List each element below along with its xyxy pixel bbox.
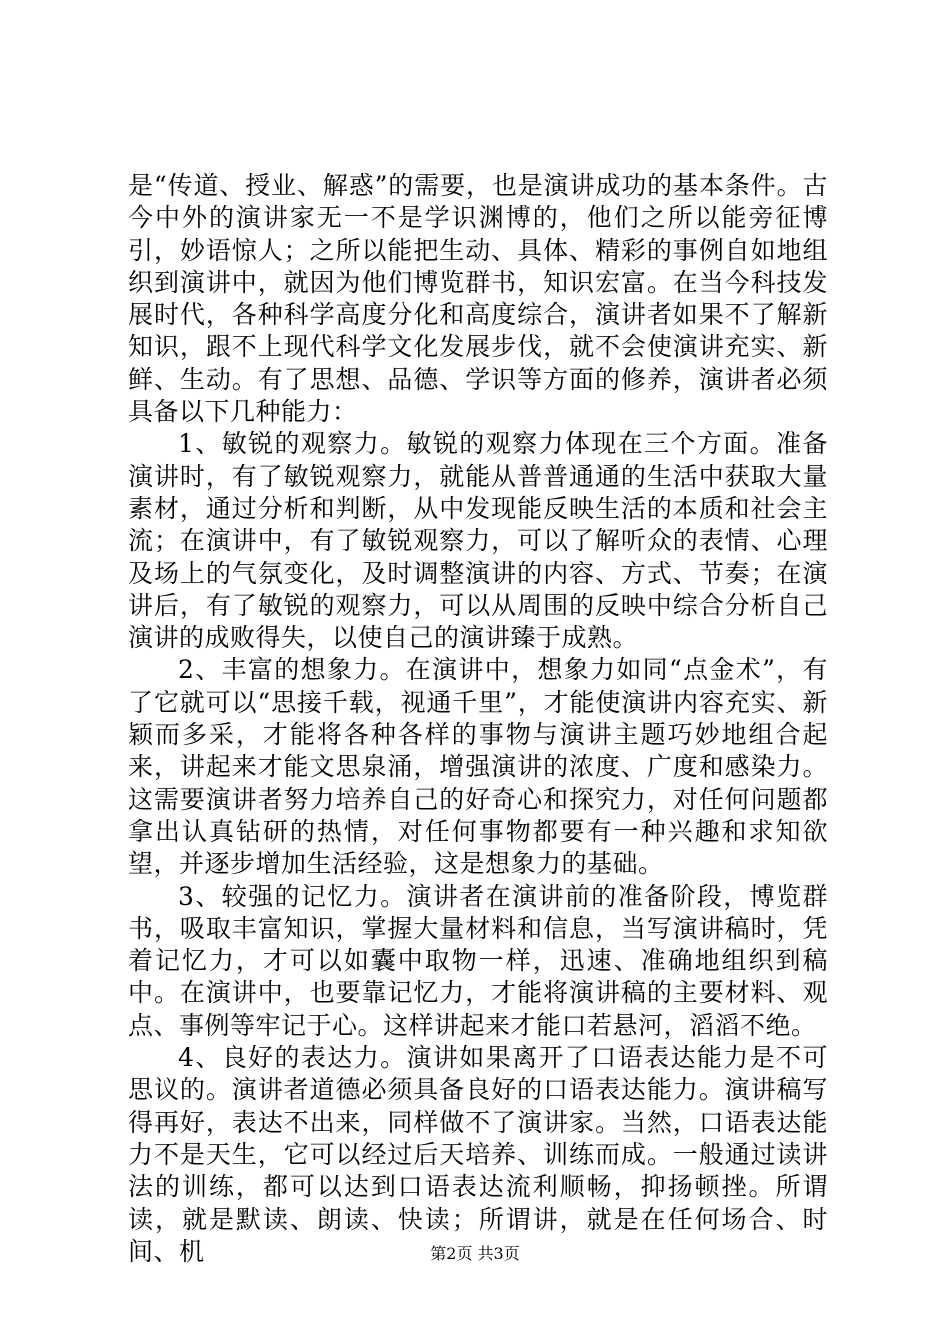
paragraph-expression: 4、良好的表达力。演讲如果离开了口语表达能力是不可思议的。演讲者道德必须具备良好的口语表达能力。演讲稿写得再好，表达不出来，同样做不了演讲家。当然，口语表达能力不是天生，它可以经过后天培养、训练而成。一般通过读讲法的训练，都可以达到口语表达流利顺畅，抑扬顿挫。所谓读，就是默读、朗读、快读；所谓讲，就是在任何场合、时间、机 (128, 1043, 828, 1266)
page-number-footer: 第2页 共3页 (430, 1244, 520, 1263)
paragraph-intro: 是“传道、授业、解惑”的需要，也是演讲成功的基本条件。古今中外的演讲家无一不是学识渊博的，他们之所以能旁征博引，妙语惊人；之所以能把生动、具体、精彩的事例自如地组织到演讲中，就因为他们博览群书，知识宏富。在当今科技发展时代，各种科学高度分化和高度综合，演讲者如果不了解新知识，跟不上现代科学文化发展步伐，就不会使演讲充实、新鲜、生动。有了思想、品德、学识等方面的修养，演讲者必须具备以下几种能力： (128, 171, 828, 427)
paragraph-imagination: 2、丰富的想象力。在演讲中，想象力如同“点金术”，有了它就可以“思接千载，视通千里”，才能使演讲内容充实、新颖而多采，才能将各种各样的事物与演讲主题巧妙地组合起来，讲起来才能文思泉涌，增强演讲的浓度、广度和感染力。这需要演讲者努力培养自己的好奇心和探究力，对任何问题都拿出认真钻研的热情，对任何事物都要有一种兴趣和求知欲望，并逐步增加生活经验，这是想象力的基础。 (128, 655, 828, 879)
paragraph-observation: 1、敏锐的观察力。敏锐的观察力体现在三个方面。准备演讲时，有了敏锐观察力，就能从普普通通的生活中获取大量素材，通过分析和判断，从中发现能反映生活的本质和社会主流；在演讲中，有了敏锐观察力，可以了解听众的表情、心理及场上的气氛变化，及时调整演讲的内容、方式、节奏；在演讲后，有了敏锐的观察力，可以从周围的反映中综合分析自己演讲的成败得失，以使自己的演讲臻于成熟。 (128, 429, 828, 653)
document-body (128, 170, 828, 1268)
paragraph-memory: 3、较强的记忆力。演讲者在演讲前的准备阶段，博览群书，吸取丰富知识，掌握大量材料和信息，当写演讲稿时，凭着记忆力，才可以如囊中取物一样，迅速、准确地组织到稿中。在演讲中，也要靠记忆力，才能将演讲稿的主要材料、观点、事例等牢记于心。这样讲起来才能口若悬河，滔滔不绝。 (128, 881, 828, 1040)
